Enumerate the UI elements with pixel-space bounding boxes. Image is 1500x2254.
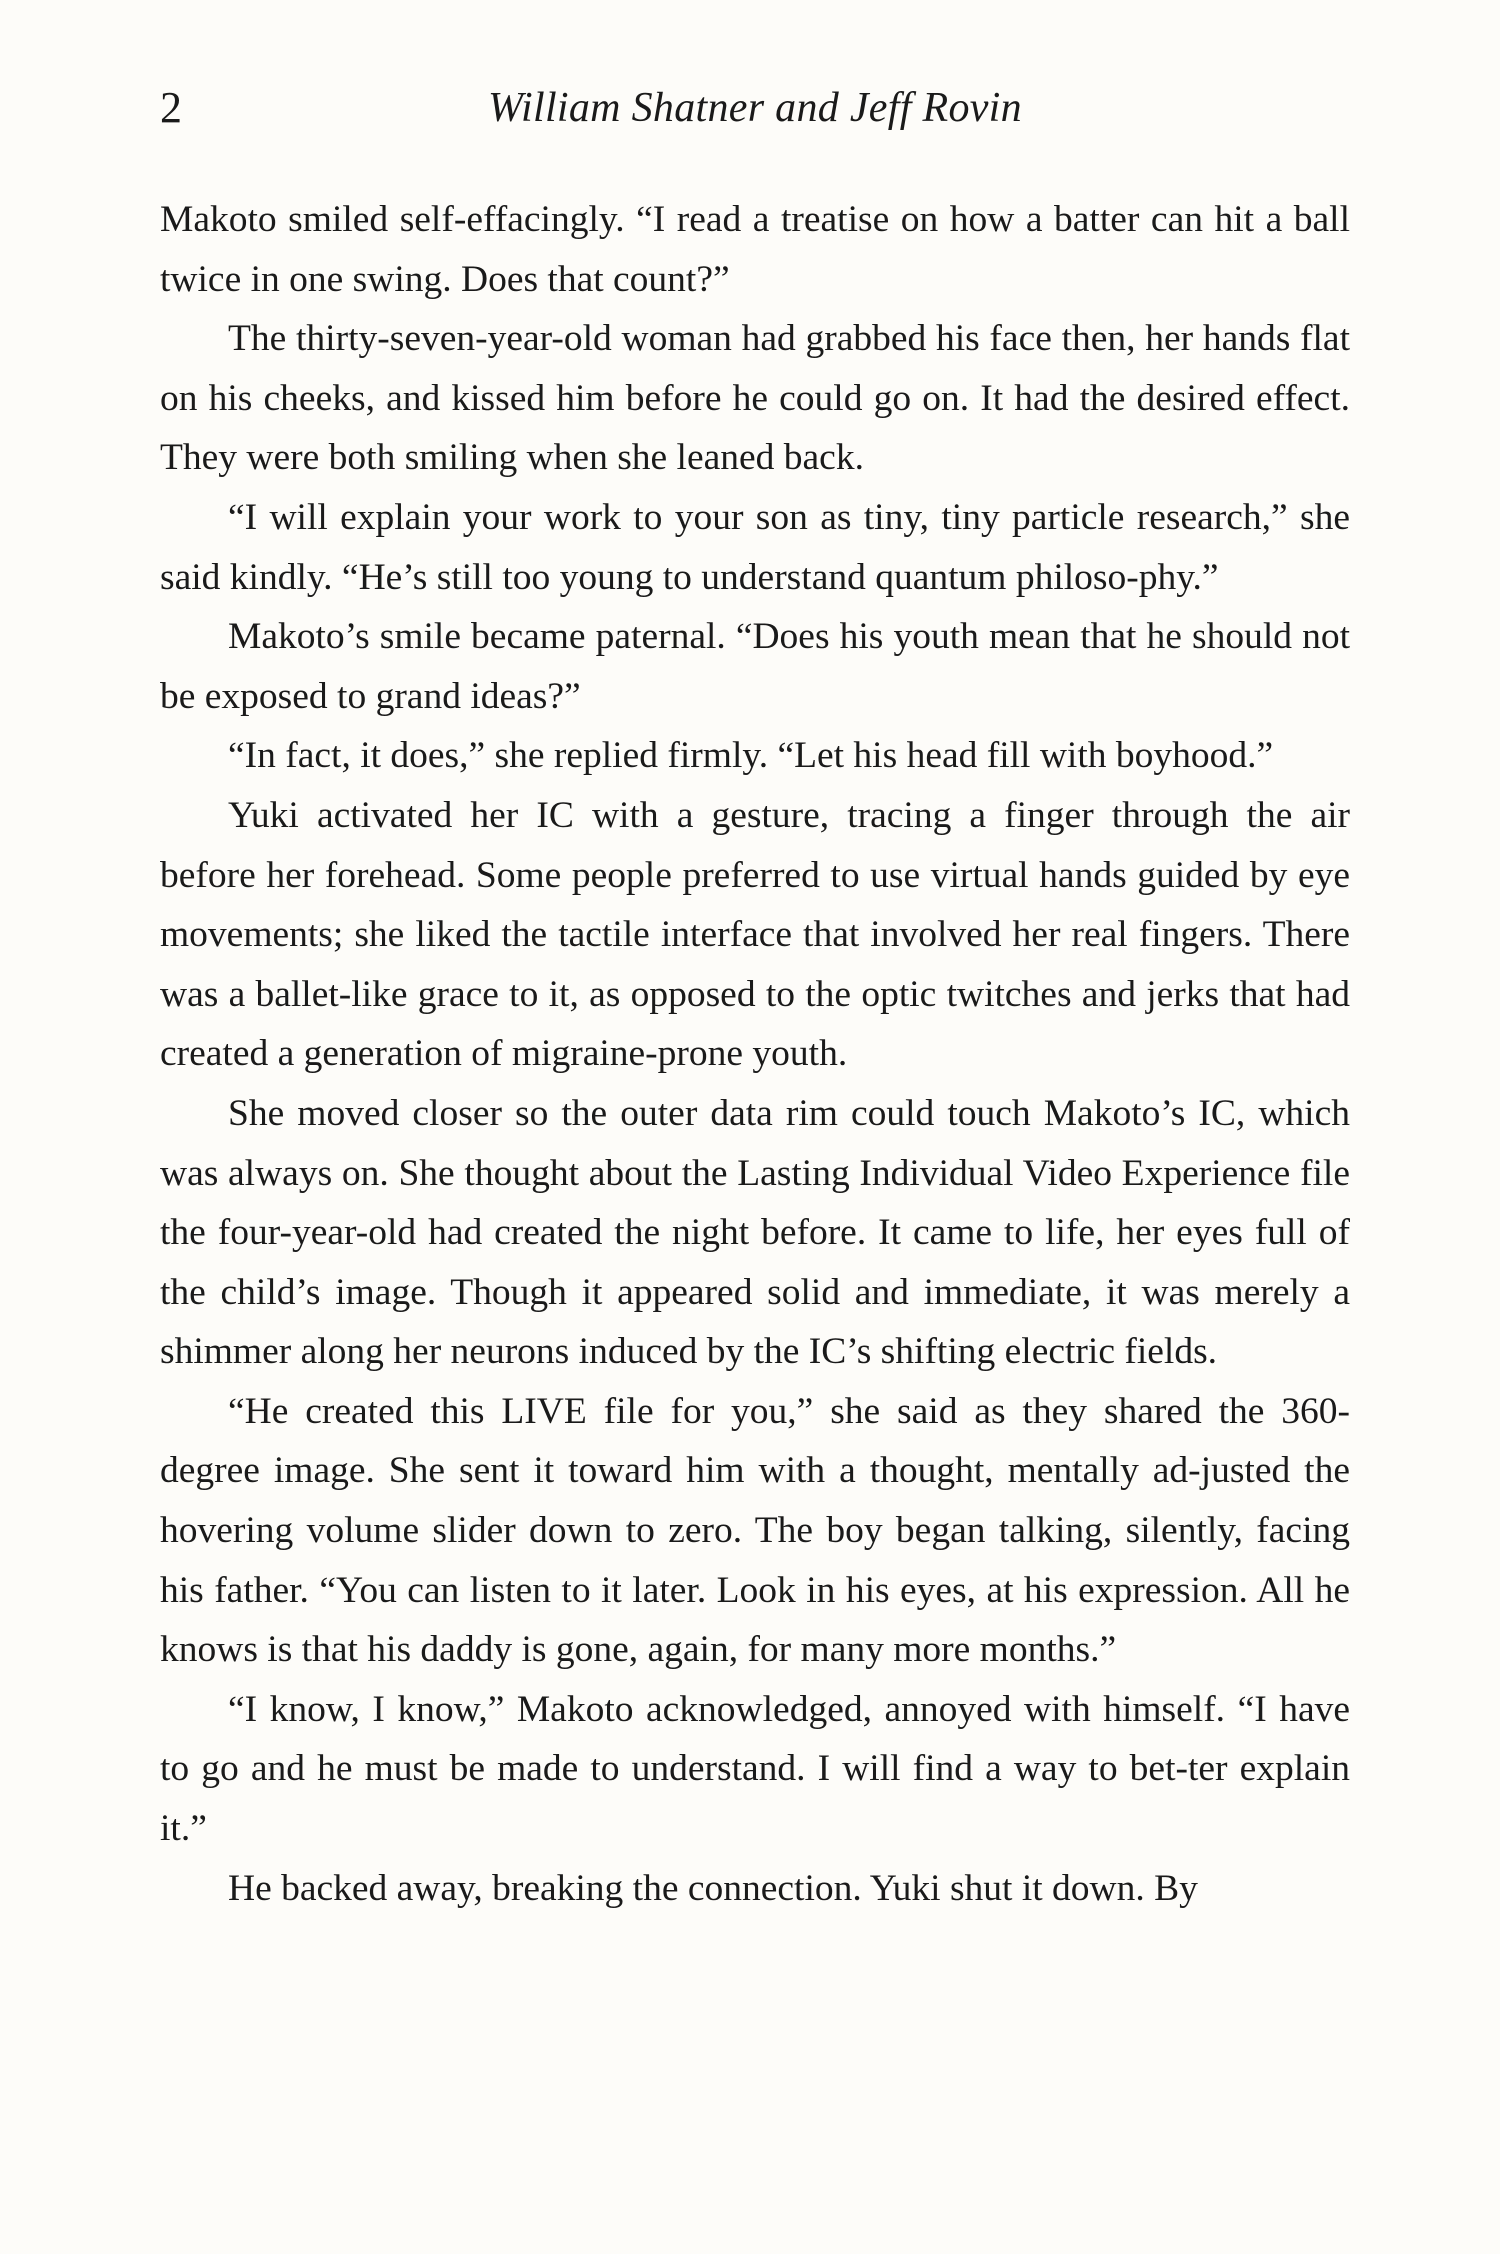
body-text	[160, 190, 1350, 1918]
paragraph: The thirty-seven-year-old woman had grabbed his face then, her hands flat on his cheeks, and kissed him before he could go on. It had the desired effect. They were both smiling when she leaned back.	[160, 318, 1350, 479]
paragraph: “He created this LIVE file for you,” she said as they shared the 360-degree image. She sent it toward him with a thought, mentally ad-justed the hovering volume slider down to zero. The boy began talking, silently, facing his father. “You can listen to it later. Look in his eyes, at his expression. All he knows is that his daddy is gone, again, for many more months.”	[160, 1390, 1350, 1671]
page-number: 2	[160, 83, 182, 132]
paragraph: Makoto’s smile became paternal. “Does his youth mean that he should not be exposed to grand ideas?”	[160, 616, 1350, 717]
paragraph: “In fact, it does,” she replied firmly. “Let his head fill with boyhood.”	[228, 735, 1274, 777]
paragraph: Yuki activated her IC with a gesture, tracing a finger through the air before her forehead. Some people preferred to use virtual hands guided by eye movements; she liked the tactile interface that involved her real fingers. There was a ballet-like grace to it, as opposed to the optic twitches and jerks that had created a generation of migraine-prone youth.	[160, 794, 1350, 1075]
paragraph: She moved closer so the outer data rim could touch Makoto’s IC, which was always on. She thought about the Lasting Individual Video Experience file the four-year-old had created the night before. It came to life, her eyes full of the child’s image. Though it appeared solid and immediate, it was merely a shimmer along her neurons induced by the IC’s shifting electric fields.	[160, 1092, 1350, 1373]
running-title: William Shatner and Jeff Rovin	[488, 85, 1022, 131]
running-head	[160, 78, 1350, 138]
paragraph: Makoto smiled self-effacingly. “I read a treatise on how a batter can hit a ball twice in one swing. Does that count?”	[160, 199, 1350, 300]
paragraph: “I will explain your work to your son as tiny, tiny particle research,” she said kindly. “He’s still too young to understand quantum philoso-phy.”	[160, 496, 1350, 598]
paragraph: He backed away, breaking the connection. Yuki shut it down. By	[228, 1867, 1198, 1909]
paragraph: “I know, I know,” Makoto acknowledged, annoyed with himself. “I have to go and he must be made to understand. I will find a way to bet-ter explain it.”	[160, 1688, 1350, 1850]
